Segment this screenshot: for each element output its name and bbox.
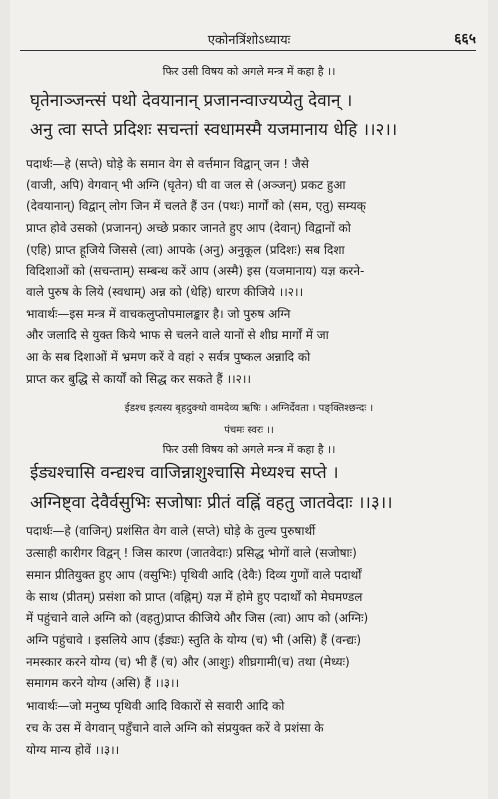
section2-padartha-line: पदार्थः—हे (वाजिन्) प्रशंसित वेग वाले (सप्ते) घोड़े के तुल्य पुरुषार्थी	[26, 524, 316, 538]
section2-bhavartha-line: योग्य मान्य होवें ।।३।।	[26, 743, 120, 757]
chapter-title: एकोनत्रिंशोऽध्यायः	[207, 33, 291, 48]
section1-bhavartha-line: और जलादि से युक्त किये भाफ से चलने वाले यानों से शीघ्र मार्गों में जा	[26, 328, 329, 342]
section1-bhavartha-line: भावार्थः—इस मन्त्र में वाचकलुप्तोपमालङ्कार है। जो पुरुष अग्नि	[26, 307, 291, 321]
section2-padartha-line: समान प्रीतियुक्त हुए आप (वसुभिः) पृथिवी आदि (देवैः) दिव्य गुणों वाले पदार्थों	[26, 568, 362, 582]
section1-padartha-line: (देवयानान्) विद्वान् लोग जिन में चलते हैं उन (पथः) मार्गों को (सम, एतु) सम्यक्	[26, 199, 366, 213]
section2-intro: फिर उसी विषय को अगले मन्त्र में कहा है ।।	[162, 443, 336, 456]
section1-bhavartha-line: आ के सब दिशाओं में भ्रमण करें वे वहां २ सर्वत्र पुष्कल अन्नादि को	[26, 350, 311, 364]
section1-bhavartha-line: प्राप्त कर बुद्धि से कार्यों को सिद्ध कर सकते हैं ।।२।।	[26, 372, 252, 386]
section2-padartha-line: के साथ (प्रीतम्) प्रसंशा को प्राप्त (वह्निम्) यज्ञ में होमे हुए पदार्थों को मेघमण्डल	[26, 590, 363, 604]
document-page	[10, 0, 488, 799]
page-number: ६६५	[454, 31, 476, 47]
section2-mantra-line: ईड्यश्चासि वन्द्यश्च वाजिन्नाशुश्चासि मेध्यश्च सप्ते ।	[30, 463, 339, 483]
section2-padartha-line: समागम करने योग्य (असि) हैं ।।३।।	[26, 676, 180, 690]
section2-svara: पंचमः स्वरः ।।	[224, 425, 274, 436]
section1-padartha-line: (वाजी, अपि) वेगवान् भी अग्नि (घृतेन) घी वा जल से (अञ्जन्) प्रकट हुआ	[26, 178, 346, 192]
section1-padartha-line: पदार्थः—हे (सप्ते) घोड़े के समान वेग से वर्त्तमान विद्वान् जन ! जैसे	[26, 157, 309, 171]
header-rule	[20, 50, 476, 51]
section1-padartha-line: (एहि) प्राप्त हूजिये जिससे (त्वा) आपके (अनु) अनुकूल (प्रदिशः) सब दिशा	[26, 243, 345, 257]
section1-padartha-line: विदिशाओं को (सचन्ताम्) सम्बन्ध करें आप (अस्मै) इस (यजमानाय) यज्ञ करने-	[26, 264, 365, 278]
section2-bhavartha-line: रच के उस में वेगवान् पहुँचाने वाले अग्नि को संप्रयुक्त करें वे प्रशंसा के	[26, 721, 324, 735]
section1-mantra-line: अनु त्वा सप्ते प्रदिशः सचन्तां स्वधामस्मै यजमानाय धेहि ।।२।।	[30, 120, 398, 140]
section2-padartha-line: में पहुंचाने वाले अग्नि को (वहतु)प्राप्त कीजिये और जिस (त्वा) आप को (अग्निः)	[26, 611, 369, 625]
section2-padartha-line: नमस्कार करने योग्य (च) भी हैं (च) और (आशुः) शीघ्रगामी(च) तथा (मेध्यः)	[26, 655, 350, 669]
section1-intro: फिर उसी विषय को अगले मन्त्र में कहा है ।।	[162, 65, 336, 78]
section2-mantra-line: अग्निष्ट्वा देवैर्वसुभिः सजोषाः प्रीतं वह्निं वहतु जातवेदाः ।।३।।	[30, 493, 393, 513]
section1-mantra-line: घृतेनाञ्जन्त्सं पथो देवयानान् प्रजानन्वाज्यप्येतु देवान् ।	[30, 91, 353, 111]
section1-padartha-line: वाले पुरुष के लिये (स्वधाम्) अन्न को (धेहि) धारण कीजिये ।।२।।	[26, 285, 304, 299]
section2-padartha-line: उत्साही कारीगर विद्वन् ! जिस कारण (जातवेदाः) प्रसिद्ध भोगों वाले (सजोषाः)	[26, 546, 357, 560]
section2-bhavartha-line: भावार्थः—जो मनुष्य पृथिवी आदि विकारों से सवारी आदि को	[26, 699, 285, 713]
section2-rishi-devata: ईडश्च इत्यस्य बृहदुक्थो वामदेव्य ऋषिः । अग्निर्देवता । पङ्क्तिश्छन्दः ।	[124, 403, 374, 414]
section1-padartha-line: प्राप्त होवे उसको (प्रजानन्) अच्छे प्रकार जानते हुए आप (देवान्) विद्वानों को	[26, 221, 351, 235]
section2-padartha-line: अग्नि पहुंचावे । इसलिये आप (ईड्यः) स्तुति के योग्य (च) भी (असि) हैं (वन्द्यः)	[26, 633, 362, 647]
